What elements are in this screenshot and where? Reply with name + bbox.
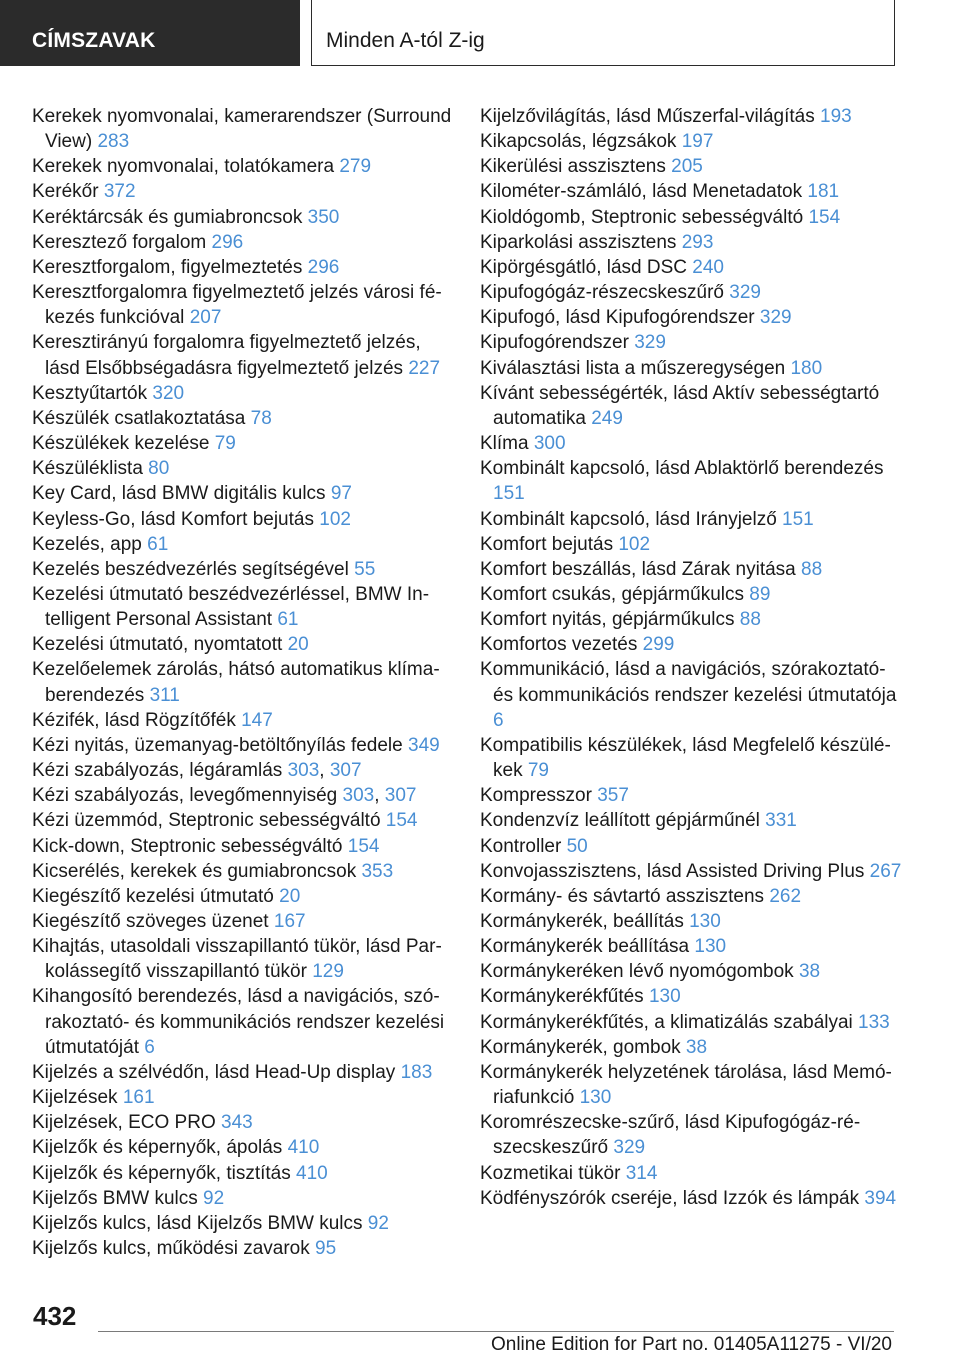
index-term: Kerekek nyomvonalai, tolatókamera — [32, 156, 340, 178]
index-entry — [480, 456, 905, 506]
index-term: Keresztforgalomra figyelmeztető jelzés városi fékezés funkcióval — [32, 282, 442, 329]
page-reference-link[interactable]: 350 — [307, 206, 340, 228]
page-reference-link[interactable]: 343 — [221, 1112, 253, 1134]
page-reference-link[interactable]: 79 — [214, 433, 236, 455]
index-term: Kormánykerék, beállítás — [480, 911, 690, 932]
page-reference-link[interactable]: 329 — [634, 332, 666, 354]
index-column-left — [32, 104, 452, 1261]
index-term: Komfortos vezetés — [480, 634, 643, 656]
page-reference-link[interactable]: 95 — [315, 1238, 337, 1260]
index-entry — [32, 104, 452, 154]
index-entry — [480, 356, 905, 381]
index-term: Kicserélés, kerekek és gumiabroncsok — [32, 860, 362, 882]
page-reference-link[interactable]: 197 — [681, 131, 714, 153]
index-term: Komfort bejutás — [480, 533, 619, 555]
page-reference-link[interactable]: 331 — [765, 810, 797, 832]
page-reference-link[interactable]: 38 — [685, 1036, 708, 1058]
index-term: Kezelés, app — [32, 533, 148, 555]
page-reference-link[interactable]: 130 — [648, 986, 681, 1008]
index-term: Komfort beszállás, lásd Zárak nyitása — [480, 558, 802, 580]
page-reference-link[interactable]: 293 — [681, 231, 714, 253]
index-entry — [32, 1186, 452, 1211]
index-entry — [32, 708, 452, 733]
index-term: Kompatibilis készülékek, lásd Megfelelő készülékek — [480, 734, 891, 782]
index-term: Kormánykeréken lévő nyomógombok — [480, 961, 799, 983]
index-term: Kihangosító berendezés, lásd a navigációs, szórakoztató- és kommunikációs rendszer kezelési útmutatóját — [32, 986, 445, 1058]
index-term: Koromrészecske-szűrő, lásd Kipufogógáz-részecskeszűrő — [480, 1112, 861, 1159]
page-reference-link[interactable]: 329 — [729, 282, 761, 304]
page-reference-link[interactable]: 102 — [618, 533, 651, 555]
index-term: Kijelzők és képernyők, ápolás — [32, 1137, 288, 1159]
index-term: Kézi szabályozás, levegőmennyiség — [32, 785, 343, 807]
index-entry — [32, 507, 452, 532]
index-entry — [480, 582, 905, 607]
index-term: Kombinált kapcsoló, lásd Ablaktörlő berendezés — [480, 458, 884, 480]
index-term: Kezelési útmutató beszédvezérléssel, BMW Intelligent Personal Assistant — [32, 583, 430, 631]
index-term: Kormánykerék beállítása — [480, 936, 695, 958]
index-entry — [32, 733, 452, 758]
page-reference-link[interactable]: 372 — [103, 181, 136, 203]
index-term: Kombinált kapcsoló, lásd Irányjelző — [480, 508, 783, 530]
page-reference-link[interactable]: 61 — [147, 533, 169, 555]
index-term: Kijelzés a szélvédőn, lásd Head-Up display — [32, 1061, 401, 1083]
index-entry — [480, 632, 905, 657]
page-reference-link[interactable]: 92 — [203, 1187, 225, 1209]
index-entry — [480, 884, 905, 909]
page-reference-link[interactable]: 349 — [408, 734, 440, 756]
page-reference-link[interactable]: 311 — [149, 684, 180, 706]
page-reference-link[interactable]: 296 — [211, 231, 244, 253]
index-entry: Kézi szabályozás, levegőmennyiség 303, 307 — [32, 785, 417, 807]
page-reference-link[interactable]: 410 — [287, 1137, 320, 1159]
index-term: Kormány- és sávtartó asszisztens — [480, 885, 770, 907]
index-term: Kerekek nyomvonalai, kamerarendszer (Surround View) — [32, 106, 452, 153]
index-term: Kozmetikai tükör — [480, 1162, 626, 1184]
index-term: Kerékőr — [32, 181, 104, 203]
index-term: Keréktárcsák és gumiabroncsok — [32, 206, 308, 228]
page-reference-link[interactable]: 167 — [273, 911, 306, 932]
index-entry — [32, 1211, 452, 1236]
index-term: Kipörgésgátló, lásd DSC — [480, 256, 693, 278]
page-reference-link[interactable]: 193 — [820, 106, 852, 127]
page-reference-link[interactable]: 353 — [361, 860, 394, 882]
index-entry — [480, 255, 905, 280]
index-entry — [480, 1161, 905, 1186]
page-reference-link[interactable]: 357 — [597, 785, 629, 807]
index-term: Kormánykerék, gombok — [480, 1036, 686, 1058]
index-term: Kijelzős kulcs, lásd Kijelzős BMW kulcs — [32, 1212, 368, 1234]
index-term: Kompresszor — [480, 785, 598, 807]
index-term: Kormánykerékfűtés — [480, 986, 649, 1008]
page-header — [0, 0, 960, 66]
index-entry — [32, 934, 452, 984]
index-term: Kijelzővilágítás, lásd Műszerfal-világítás — [480, 106, 821, 127]
index-term: Kijelzések, ECO PRO — [32, 1112, 221, 1134]
page-reference-link[interactable]: 181 — [807, 181, 840, 203]
index-term: Keresztező forgalom — [32, 231, 212, 253]
index-entry — [480, 984, 905, 1009]
index-entry — [480, 431, 905, 456]
index-entry — [480, 733, 905, 783]
index-term: Kézi nyitás, üzemanyag-betöltőnyílás fedele — [32, 734, 408, 756]
index-entry — [32, 154, 452, 179]
edition-note: Online Edition for Part no. 01405A11275 - VI/20 — [490, 1334, 892, 1355]
page-reference-link[interactable]: 102 — [319, 508, 351, 530]
page-reference-link[interactable]: 6 — [144, 1036, 155, 1058]
index-entry — [480, 305, 905, 330]
page-reference-link[interactable]: 183 — [400, 1061, 433, 1083]
page-reference-link[interactable]: 88 — [801, 558, 823, 580]
page-reference-link[interactable]: 320 — [152, 382, 185, 404]
page-reference-link[interactable]: 130 — [579, 1087, 612, 1109]
index-entry — [32, 1135, 452, 1160]
page-reference-link[interactable]: 92 — [367, 1212, 389, 1234]
index-entry — [480, 1010, 905, 1035]
page-reference-link[interactable]: 240 — [692, 256, 724, 278]
index-term: Kihajtás, utasoldali visszapillantó tükör, lásd Parkolássegítő visszapillantó tükör — [32, 936, 442, 983]
index-entry — [480, 205, 905, 230]
index-entry — [32, 984, 452, 1059]
index-term: Kezelőelemek zárolás, hátsó automatikus klímaberendezés — [32, 659, 440, 706]
page-reference-link[interactable]: 262 — [769, 885, 802, 907]
index-entry — [480, 154, 905, 179]
index-term: Key Card, lásd BMW digitális kulcs — [32, 483, 331, 505]
index-term: Kívánt sebességérték, lásd Aktív sebességtartó automatika — [480, 382, 880, 429]
index-entry — [32, 808, 452, 833]
index-entry — [32, 1161, 452, 1186]
index-term: Komfort nyitás, gépjárműkulcs — [480, 609, 740, 631]
page-reference-link[interactable]: 205 — [671, 156, 703, 178]
index-entry — [480, 280, 905, 305]
page-reference-link[interactable]: 97 — [330, 483, 352, 505]
index-entry — [480, 808, 905, 833]
index-entry — [480, 783, 905, 808]
page-reference-link[interactable]: 79 — [527, 760, 549, 782]
page-reference-link[interactable]: 6 — [493, 709, 504, 731]
index-term: Kijelzős BMW kulcs — [32, 1187, 204, 1209]
index-term: Kézi szabályozás, légáramlás — [32, 760, 288, 782]
page-reference-link[interactable]: 133 — [858, 1011, 890, 1033]
index-entry — [480, 1186, 905, 1211]
index-term: Készüléklista — [32, 458, 149, 480]
index-entry — [480, 959, 905, 984]
index-entry — [480, 859, 905, 884]
index-entry — [32, 859, 452, 884]
index-term: Kiegészítő szöveges üzenet — [32, 911, 274, 932]
index-entry — [480, 129, 905, 154]
page-reference-link[interactable]: 50 — [566, 835, 588, 857]
page-reference-link[interactable]: 329 — [613, 1137, 646, 1159]
page-reference-link[interactable]: 283 — [97, 131, 130, 153]
index-entry — [32, 406, 452, 431]
index-entry — [480, 1035, 905, 1060]
index-entry — [32, 381, 452, 406]
index-term: Kontroller — [480, 835, 567, 857]
page-reference-link[interactable]: 20 — [287, 634, 309, 656]
page-reference-link[interactable]: 130 — [689, 911, 721, 932]
page-reference-link[interactable]: 300 — [533, 433, 566, 455]
index-term: Kézifék, lásd Rögzítőfék — [32, 709, 242, 731]
index-entry — [480, 330, 905, 355]
page-reference-link[interactable]: 180 — [790, 357, 823, 379]
index-entry — [480, 607, 905, 632]
page-reference-link[interactable]: 55 — [354, 558, 376, 580]
index-term: Komfort csukás, gépjárműkulcs — [480, 583, 750, 605]
index-entry — [32, 1085, 452, 1110]
index-term: Kormánykerék helyzetének tárolása, lásd Memóriafunkció — [480, 1061, 892, 1109]
page-reference-link[interactable]: 227 — [408, 357, 441, 379]
index-entry — [32, 205, 452, 230]
page-reference-link[interactable]: 61 — [277, 609, 299, 631]
page-reference-link[interactable]: 89 — [749, 583, 771, 605]
index-term: Kipufogógáz-részecskeszűrő — [480, 282, 730, 304]
index-term: Kommunikáció, lásd a navigációs, szórakoztató- és kommunikációs rendszer kezelési útmutatója — [480, 659, 897, 706]
page-reference-link[interactable]: 296 — [307, 256, 340, 278]
index-term: Keyless-Go, lásd Komfort bejutás — [32, 508, 320, 530]
page-reference-link[interactable]: 279 — [339, 156, 372, 178]
page-reference-link[interactable]: 154 — [385, 810, 418, 832]
index-term: Kijelzések — [32, 1087, 123, 1109]
index-entry — [32, 632, 452, 657]
index-entry — [32, 179, 452, 204]
index-entry — [32, 657, 452, 707]
page-reference-link[interactable]: 78 — [250, 407, 272, 429]
index-term: Kezelés beszédvezérlés segítségével — [32, 558, 355, 580]
index-term: Kijelzők és képernyők, tisztítás — [32, 1162, 296, 1184]
index-entry — [480, 909, 905, 934]
page-reference-link[interactable]: 303 — [287, 760, 320, 782]
page-number: 432 — [33, 1301, 77, 1331]
index-entry — [32, 557, 452, 582]
index-term: Ködfényszórók cseréje, lásd Izzók és lámpák — [480, 1187, 865, 1209]
index-entry — [32, 909, 452, 934]
index-term: Kick-down, Steptronic sebességváltó — [32, 835, 348, 857]
page-reference-link[interactable]: 154 — [808, 206, 841, 228]
footer-divider — [98, 1331, 894, 1332]
index-entry — [480, 1110, 905, 1160]
index-term: Konvojasszisztens, lásd Assisted Driving Plus — [480, 860, 870, 882]
index-entry — [32, 1060, 452, 1085]
index-entry — [480, 507, 905, 532]
page-reference-link[interactable]: 267 — [869, 860, 902, 882]
page-reference-link[interactable]: 154 — [347, 835, 380, 857]
page-reference-link[interactable]: 20 — [279, 885, 301, 907]
index-entry — [480, 179, 905, 204]
page-reference-link[interactable]: 410 — [296, 1162, 328, 1184]
index-term: Kondenzvíz leállított gépjárműnél — [480, 810, 766, 832]
index-term: Kiegészítő kezelési útmutató — [32, 885, 280, 907]
index-term: Kiválasztási lista a műszeregységen — [480, 357, 791, 379]
index-term: Készülékek kezelése — [32, 433, 215, 455]
index-term: Kijelzős kulcs, működési zavarok — [32, 1238, 315, 1260]
page-reference-link[interactable]: 307 — [384, 785, 417, 807]
page-reference-link[interactable]: 151 — [493, 483, 525, 505]
index-entry — [32, 456, 452, 481]
index-entry — [480, 834, 905, 859]
page-reference-link[interactable]: 151 — [782, 508, 814, 530]
page-reference-link[interactable]: 299 — [642, 634, 675, 656]
page-reference-link[interactable]: 303 — [342, 785, 375, 807]
tab-minden-a-tol-z-ig[interactable]: Minden A-tól Z-ig — [311, 0, 895, 66]
index-entry — [480, 104, 905, 129]
page-reference-link[interactable]: 249 — [591, 407, 623, 429]
index-term: Kezelési útmutató, nyomtatott — [32, 634, 288, 656]
page-reference-link[interactable]: 161 — [122, 1087, 155, 1109]
page-reference-link[interactable]: 88 — [739, 609, 761, 631]
index-term: Kikapcsolás, légzsákok — [480, 131, 682, 153]
index-entry — [480, 532, 905, 557]
page-reference-link[interactable]: 394 — [864, 1187, 897, 1209]
page-reference-link[interactable]: 314 — [625, 1162, 658, 1184]
index-entry — [480, 230, 905, 255]
index-term: Készülék csatlakoztatása — [32, 407, 251, 429]
index-term: Keresztirányú forgalomra figyelmeztető jelzés, lásd Elsőbbségadásra figyelmeztető jelzés — [32, 332, 421, 379]
page-reference-link[interactable]: 38 — [798, 961, 821, 983]
index-term: Kormánykerékfűtés, a klimatizálás szabályai — [480, 1011, 859, 1033]
index-entry — [32, 1110, 452, 1135]
index-entry — [32, 1236, 452, 1261]
page-reference-link[interactable]: 129 — [312, 961, 344, 983]
index-entry — [480, 657, 905, 732]
index-term: Kiparkolási asszisztens — [480, 231, 682, 253]
page-reference-link[interactable]: 80 — [148, 458, 170, 480]
index-term: Kipufogó, lásd Kipufogórendszer — [480, 307, 760, 329]
index-entry — [32, 280, 452, 330]
index-term: Kesztyűtartók — [32, 382, 153, 404]
index-term: Kipufogórendszer — [480, 332, 635, 354]
index-column-right — [480, 104, 905, 1211]
index-entry — [480, 381, 905, 431]
index-term: Keresztforgalom, figyelmeztetés — [32, 256, 308, 278]
index-term: Kioldógomb, Steptronic sebességváltó — [480, 206, 809, 228]
index-entry — [32, 884, 452, 909]
page-reference-link[interactable]: 307 — [329, 760, 362, 782]
index-entry — [32, 582, 452, 632]
tab-cimszavak[interactable]: CÍMSZAVAK — [0, 0, 300, 66]
index-entry — [32, 230, 452, 255]
page-reference-link[interactable]: 130 — [694, 936, 727, 958]
index-entry: Kézi szabályozás, légáramlás 303, 307 — [32, 760, 362, 782]
index-term: Klíma — [480, 433, 534, 455]
index-entry — [32, 532, 452, 557]
page-reference-link[interactable]: 147 — [241, 709, 273, 731]
index-entry — [480, 1060, 905, 1110]
index-entry — [480, 557, 905, 582]
index-term: Kilométer-számláló, lásd Menetadatok — [480, 181, 808, 203]
index-entry — [480, 934, 905, 959]
index-entry — [32, 330, 452, 380]
index-entry — [32, 255, 452, 280]
index-entry — [32, 834, 452, 859]
index-entry — [32, 481, 452, 506]
index-term: Kikerülési asszisztens — [480, 156, 672, 178]
page-reference-link[interactable]: 329 — [759, 307, 792, 329]
page-reference-link[interactable]: 207 — [189, 307, 222, 329]
index-term: Kézi üzemmód, Steptronic sebességváltó — [32, 810, 386, 832]
index-entry — [32, 431, 452, 456]
